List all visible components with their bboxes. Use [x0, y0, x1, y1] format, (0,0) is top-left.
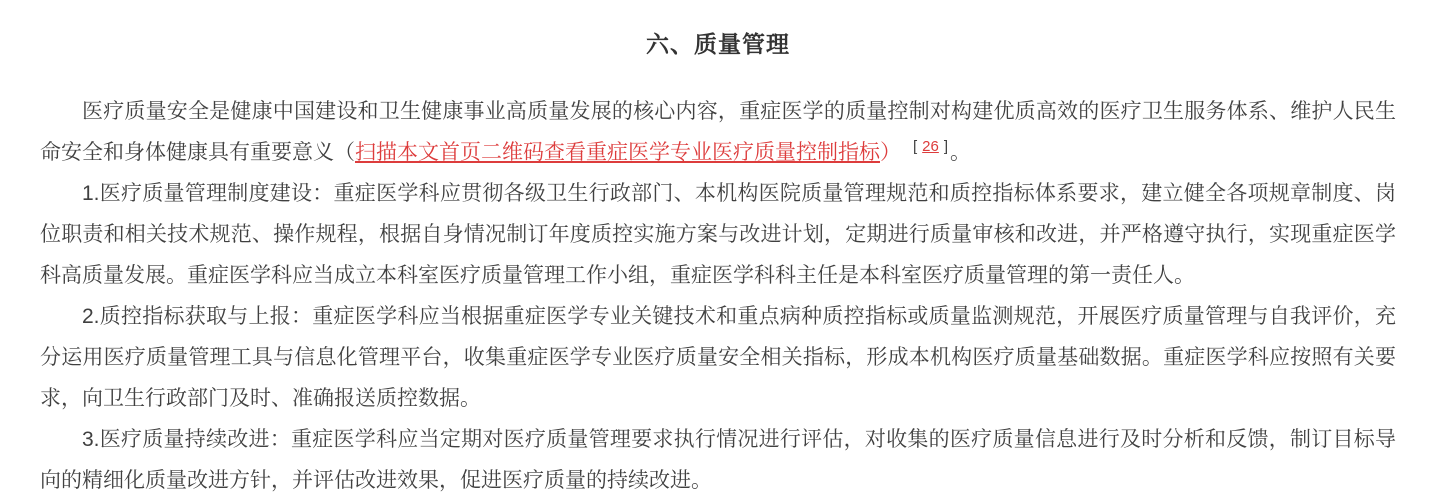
intro-text: 医疗质量安全是健康中国建设和卫生健康事业高质量发展的核心内容，重症医学的质量控制对构建优质高效的医疗卫生服务体系、维护人民生命安全和身体健康具有重要意义（ — [40, 100, 1396, 164]
sentence-period: 。 — [950, 141, 972, 164]
citation-26-link[interactable]: 26 — [922, 138, 939, 155]
citation-26 — [913, 138, 948, 155]
citation-open-bracket: [ — [913, 138, 918, 155]
paragraph-continuous-improvement: 3.医疗质量持续改进：重症医学科应当定期对医疗质量管理要求执行情况进行评估，对收集的医疗质量信息进行及时分析和反馈，制订目标导向的精细化质量改进方针，并评估改进效果，促进医疗质量的持续改进。 — [40, 428, 1396, 492]
close-paren: ） — [880, 141, 901, 164]
paragraph-quality-indicator-reporting: 2.质控指标获取与上报：重症医学科应当根据重症医学专业关键技术和重点病种质控指标或质量监测规范，开展医疗质量管理与自我评价，充分运用医疗质量管理工具与信息化管理平台，收集重症医学专业医疗质量安全相关指标，形成本机构医疗质量基础数据。重症医学科应按照有关要求，向卫生行政部门及时、准确报送质控数据。 — [40, 305, 1396, 410]
section-title: 六、质量管理 — [646, 31, 790, 57]
qr-code-quality-indicators-link[interactable]: 扫描本文首页二维码查看重症医学专业医疗质量控制指标 — [355, 141, 880, 164]
citation-close-bracket: ] — [943, 138, 949, 155]
article-section — [20, 26, 1416, 501]
intro-paragraph — [40, 91, 1396, 173]
paragraph-quality-management-system: 1.医疗质量管理制度建设：重症医学科应贯彻各级卫生行政部门、本机构医院质量管理规范和质控指标体系要求，建立健全各项规章制度、岗位职责和相关技术规范、操作规程，根据自身情况制订年度质控实施方案与改进计划，定期进行质量审核和改进，并严格遵守执行，实现重症医学科高质量发展。重症医学科应当成立本科室医疗质量管理工作小组，重症医学科科主任是本科室医疗质量管理的第一责任人。 — [40, 182, 1396, 287]
